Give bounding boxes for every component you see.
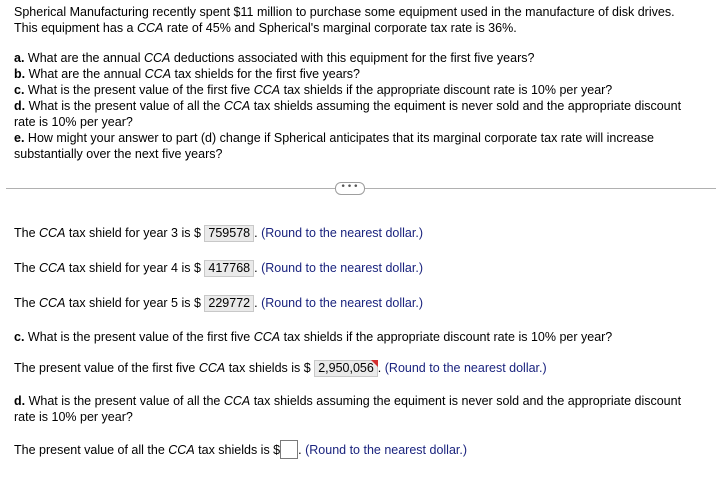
question-a-text-a: What are the annual: [24, 51, 144, 65]
cca-term: CCA: [223, 394, 251, 408]
intro-text-1: Spherical Manufacturing recently spent $11 million to purchase some equipment used in the manufacture of disk drives.: [14, 5, 675, 19]
part-c-question: [14, 329, 612, 345]
question-e-label: e.: [14, 131, 25, 145]
expand-more-button[interactable]: •••: [335, 182, 365, 195]
intro-line-1: [14, 4, 675, 20]
answer-year-5: [14, 295, 423, 312]
part-d-question: [14, 393, 681, 409]
intro-text-2a: This equipment has a: [14, 21, 137, 35]
question-b-text-b: tax shields for the first five years?: [171, 67, 361, 81]
cca-term: CCA: [137, 21, 164, 35]
answer-year-3: [14, 225, 423, 242]
cca-term: CCA: [39, 226, 66, 240]
question-e: [14, 130, 654, 146]
answer-year-4-text-b: tax shield for year 4 is $: [65, 261, 201, 275]
question-d-text-line2: rate is 10% per year?: [14, 115, 133, 129]
cca-term: CCA: [198, 361, 226, 375]
answer-pv5-text-a: The present value of the first five: [14, 361, 199, 375]
question-e-line-2: [14, 146, 222, 162]
round-hint: (Round to the nearest dollar.): [261, 226, 423, 240]
question-d-text-a: What is the present value of all the: [25, 99, 224, 113]
question-e-text-line2: substantially over the next five years?: [14, 147, 223, 161]
answer-pvall-input[interactable]: [280, 440, 298, 459]
question-b-text-a: What are the annual: [25, 67, 145, 81]
question-a-text-b: deductions associated with this equipment for the first five years?: [170, 51, 535, 65]
period: .: [298, 443, 302, 457]
cca-term: CCA: [143, 51, 171, 65]
answer-year-5-text-b: tax shield for year 5 is $: [65, 296, 201, 310]
part-c-text-a: What is the present value of the first five: [24, 330, 254, 344]
round-hint: (Round to the nearest dollar.): [261, 296, 423, 310]
question-e-text: How might your answer to part (d) change if Spherical anticipates that its marginal corporate tax rate will increase: [24, 131, 654, 145]
cca-term: CCA: [39, 296, 66, 310]
answer-year-5-value-field[interactable]: 229772: [204, 295, 254, 312]
question-d-line-2: [14, 114, 133, 130]
answer-pvall-text-a: The present value of all the: [14, 443, 169, 457]
question-b-label: b.: [14, 67, 26, 81]
question-d-label: d.: [14, 99, 26, 113]
question-d: [14, 98, 681, 114]
round-hint: (Round to the nearest dollar.): [305, 443, 468, 457]
answer-pvall-text-b: tax shields is $: [194, 443, 281, 457]
period: .: [377, 361, 382, 375]
question-c-text-a: What is the present value of the first five: [24, 83, 254, 97]
question-d-text-b: tax shields assuming the equiment is never sold and the appropriate discount: [250, 99, 682, 113]
part-c-label: c.: [14, 330, 25, 344]
cca-term: CCA: [144, 67, 172, 81]
answer-pv5-value-field[interactable]: 2,950,056: [314, 360, 378, 377]
period: .: [254, 261, 258, 275]
question-c: [14, 82, 612, 98]
answer-year-3-text-b: tax shield for year 3 is $: [65, 226, 201, 240]
period: .: [254, 226, 258, 240]
part-d-text-line2: rate is 10% per year?: [14, 410, 133, 424]
answer-year-4-value-field[interactable]: 417768: [204, 260, 254, 277]
intro-line-2: [14, 20, 517, 36]
round-hint: (Round to the nearest dollar.): [384, 361, 547, 375]
question-c-label: c.: [14, 83, 25, 97]
question-c-text-b: tax shields if the appropriate discount rate is 10% per year?: [280, 83, 613, 97]
cca-term: CCA: [168, 443, 195, 457]
question-a: [14, 50, 534, 66]
cca-term: CCA: [253, 83, 281, 97]
cca-term: CCA: [39, 261, 66, 275]
answer-year-3-value-field[interactable]: 759578: [204, 225, 254, 242]
part-d-text-a: What is the present value of all the: [25, 394, 224, 408]
question-a-label: a.: [14, 51, 25, 65]
intro-text-2b: rate of 45% and Spherical's marginal corporate tax rate is 36%.: [163, 21, 517, 35]
answer-year-4-text-a: The: [14, 261, 40, 275]
part-d-question-line-2: [14, 409, 133, 425]
answer-year-4: [14, 260, 423, 277]
question-b: [14, 66, 360, 82]
cca-term: CCA: [223, 99, 251, 113]
answer-year-3-text-a: The: [14, 226, 40, 240]
answer-pv-first-five: [14, 360, 547, 377]
part-d-label: d.: [14, 394, 26, 408]
answer-year-5-text-a: The: [14, 296, 40, 310]
part-d-text-b: tax shields assuming the equiment is never sold and the appropriate discount: [250, 394, 682, 408]
round-hint: (Round to the nearest dollar.): [261, 261, 423, 275]
answer-pv5-text-b: tax shields is $: [225, 361, 311, 375]
period: .: [254, 296, 258, 310]
answer-pv-all: [14, 440, 467, 459]
part-c-text-b: tax shields if the appropriate discount rate is 10% per year?: [280, 330, 613, 344]
cca-term: CCA: [253, 330, 281, 344]
